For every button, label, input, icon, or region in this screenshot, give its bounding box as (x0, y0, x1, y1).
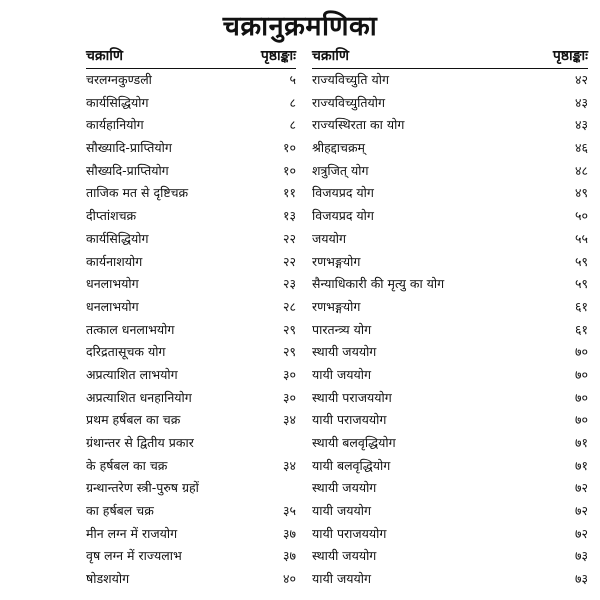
right-index-row (312, 455, 588, 478)
index-entry-page: ५० (574, 208, 588, 224)
right-index-row (312, 568, 588, 591)
index-entry-name: ताजिक मत से दृष्टिचक्र (86, 185, 189, 201)
index-entry-page: ७० (574, 389, 588, 405)
left-index-row (86, 182, 296, 205)
right-index-row (312, 364, 588, 387)
left-index-row (86, 92, 296, 115)
left-index-row (86, 160, 296, 183)
index-entry-page: ७२ (574, 503, 588, 519)
right-index-row (312, 341, 588, 364)
index-entry-page: ४६ (574, 140, 588, 156)
index-entry-page: ७३ (574, 571, 588, 587)
index-entry-name: यायी जययोग (312, 366, 371, 382)
index-entry-name: सौख्यदि-प्राप्तियोग (86, 162, 169, 178)
right-index-column (312, 46, 588, 591)
index-entry-page: ३० (282, 389, 296, 405)
index-entry-name: कार्यनाशयोग (86, 253, 143, 269)
index-entry-name: अप्रत्याशित लाभयोग (86, 366, 178, 382)
index-entry-page: ७० (574, 366, 588, 382)
index-entry-page: २८ (282, 298, 296, 314)
index-entry-page: ६१ (574, 321, 588, 337)
left-index-row (86, 228, 296, 251)
index-entry-page: १० (282, 140, 296, 156)
index-entry-name: मीन लग्न में राजयोग (86, 525, 178, 541)
right-index-row (312, 387, 588, 410)
right-index-row (312, 409, 588, 432)
right-index-row (312, 273, 588, 296)
right-index-row (312, 114, 588, 137)
index-entry-page: ७० (574, 412, 588, 428)
index-entry-page: ६१ (574, 298, 588, 314)
left-index-row (86, 319, 296, 342)
index-entry-page: १३ (282, 208, 296, 224)
index-entry-page: ७१ (574, 457, 588, 473)
index-entry-page: ३५ (282, 503, 296, 519)
index-entry-page: ४८ (574, 162, 588, 178)
index-entry-page: ५९ (574, 253, 588, 269)
left-index-row (86, 114, 296, 137)
index-entry-name: यायी जययोग (312, 503, 371, 519)
right-index-row (312, 69, 588, 92)
left-index-row (86, 364, 296, 387)
index-entry-page: ८ (289, 94, 296, 110)
right-index-row (312, 92, 588, 115)
index-entry-page: १० (282, 162, 296, 178)
index-entry-name: कार्यसिद्धियोग (86, 230, 149, 246)
left-index-row (86, 568, 296, 591)
left-index-row (86, 455, 296, 478)
right-rows (312, 69, 588, 591)
left-index-row (86, 409, 296, 432)
index-entry-name: विजयप्रद योग (312, 185, 374, 201)
left-index-row (86, 341, 296, 364)
left-header-page-label: पृष्ठाङ्काः (260, 48, 296, 64)
right-index-row (312, 228, 588, 251)
left-column-header (86, 46, 296, 69)
index-entry-page: ४३ (574, 117, 588, 133)
right-index-row (312, 500, 588, 523)
index-entry-page: २९ (282, 344, 296, 360)
index-entry-name: तत्काल धनलाभयोग (86, 321, 175, 337)
index-entry-name: यायी बलवृद्धियोग (312, 457, 391, 473)
index-entry-page: २२ (282, 230, 296, 246)
right-index-row (312, 137, 588, 160)
left-index-row (86, 432, 296, 455)
index-entry-name: जययोग (312, 230, 347, 246)
index-entry-page: २२ (282, 253, 296, 269)
right-column-header (312, 46, 588, 69)
index-entry-name: ग्रंथान्तर से द्वितीय प्रकार (86, 435, 194, 450)
index-entry-name: स्थायी बलवृद्धियोग (312, 435, 396, 450)
index-entry-page: ८ (289, 117, 296, 133)
right-index-row (312, 296, 588, 319)
index-entry-name: स्थायी पराजययोग (312, 389, 392, 405)
index-entry-name: अप्रत्याशित धनहानियोग (86, 389, 192, 405)
right-index-row (312, 319, 588, 342)
index-entry-name: दरिद्रतासूचक योग (86, 344, 166, 360)
index-entry-name: ग्रन्थान्तरेण स्त्री-पुरुष ग्रहों (86, 480, 199, 496)
page-title: चक्रानुक्रमणिका (222, 11, 378, 42)
index-entry-name: दीप्तांशचक्र (86, 208, 137, 224)
right-index-row (312, 251, 588, 274)
index-entry-page: ५९ (574, 276, 588, 292)
index-entry-name: सौख्यादि-प्राप्तियोग (86, 140, 172, 156)
left-index-row (86, 205, 296, 228)
left-index-row (86, 296, 296, 319)
left-index-row (86, 477, 296, 500)
left-index-row (86, 69, 296, 92)
index-entry-name: चरलग्नकुण्डली (86, 72, 152, 87)
left-index-row (86, 500, 296, 523)
left-index-row (86, 523, 296, 546)
index-entry-page: ७१ (574, 435, 588, 450)
left-index-row (86, 545, 296, 568)
right-index-row (312, 205, 588, 228)
index-entry-name: धनलाभयोग (86, 298, 139, 314)
left-index-row (86, 387, 296, 410)
right-header-page-label: पृष्ठाङ्काः (552, 48, 588, 64)
index-entry-name: स्थायी जययोग (312, 480, 377, 496)
index-entry-name: वृष लग्न में राज्यलाभ (86, 548, 182, 564)
index-entry-name: रणभङ्गयोग (312, 298, 361, 314)
index-entry-page: ३४ (282, 412, 296, 428)
left-rows (86, 69, 296, 591)
index-entry-page: २३ (282, 276, 296, 292)
index-entry-name: यायी जययोग (312, 571, 371, 587)
index-entry-page: ७२ (574, 525, 588, 541)
index-entry-name: स्थायी जययोग (312, 344, 377, 360)
index-entry-page: ७० (574, 344, 588, 360)
index-entry-name: विजयप्रद योग (312, 208, 374, 224)
right-index-row (312, 545, 588, 568)
index-entry-page: ७२ (574, 480, 588, 496)
index-entry-name: यायी पराजययोग (312, 412, 387, 428)
right-header-chakra-label: चक्राणि (312, 48, 350, 64)
right-index-row (312, 432, 588, 455)
index-entry-name: का हर्षबल चक्र (86, 503, 154, 519)
index-entry-name: धनलाभयोग (86, 276, 139, 292)
index-entry-name: कार्यसिद्धियोग (86, 94, 149, 110)
index-entry-name: यायी पराजययोग (312, 525, 387, 541)
left-index-row (86, 251, 296, 274)
right-index-row (312, 182, 588, 205)
index-entry-page: ४२ (574, 72, 588, 87)
index-entry-page: ३४ (282, 457, 296, 473)
right-index-row (312, 160, 588, 183)
index-entry-name: कार्यहानियोग (86, 117, 144, 133)
index-entry-page: ४९ (574, 185, 588, 201)
index-entry-name: सैन्याधिकारी की मृत्यु का योग (312, 276, 445, 292)
index-entry-page: ३७ (282, 548, 296, 564)
index-entry-name: स्थायी जययोग (312, 548, 377, 564)
left-index-row (86, 273, 296, 296)
left-index-row (86, 137, 296, 160)
index-entry-page: ७३ (574, 548, 588, 564)
index-entry-name: रणभङ्गयोग (312, 253, 361, 269)
index-entry-page: ४० (282, 571, 296, 587)
index-entry-page: २९ (282, 321, 296, 337)
index-entry-name: के हर्षबल का चक्र (86, 457, 168, 473)
index-entry-name: शत्रुजित् योग (312, 162, 369, 178)
index-entry-name: प्रथम हर्षबल का चक्र (86, 412, 181, 428)
index-entry-page: ५५ (574, 230, 588, 246)
index-entry-name: राज्यविच्युतियोग (312, 94, 386, 110)
left-header-chakra-label: चक्राणि (86, 48, 124, 64)
right-index-row (312, 477, 588, 500)
index-entry-page: ११ (282, 185, 296, 201)
index-entry-name: श्रीहद्दाचक्रम् (312, 140, 366, 156)
index-entry-name: पारतन्त्र्य योग (312, 321, 372, 337)
index-entry-page: ३० (282, 366, 296, 382)
index-entry-name: राज्यविच्युति योग (312, 72, 389, 87)
index-entry-page: ४३ (574, 94, 588, 110)
left-index-column (86, 46, 296, 591)
right-index-row (312, 523, 588, 546)
index-entry-name: राज्यस्थिरता का योग (312, 117, 405, 133)
index-entry-name: षोडशयोग (86, 571, 130, 587)
index-entry-page: ३७ (282, 525, 296, 541)
index-entry-page: ५ (289, 72, 296, 87)
